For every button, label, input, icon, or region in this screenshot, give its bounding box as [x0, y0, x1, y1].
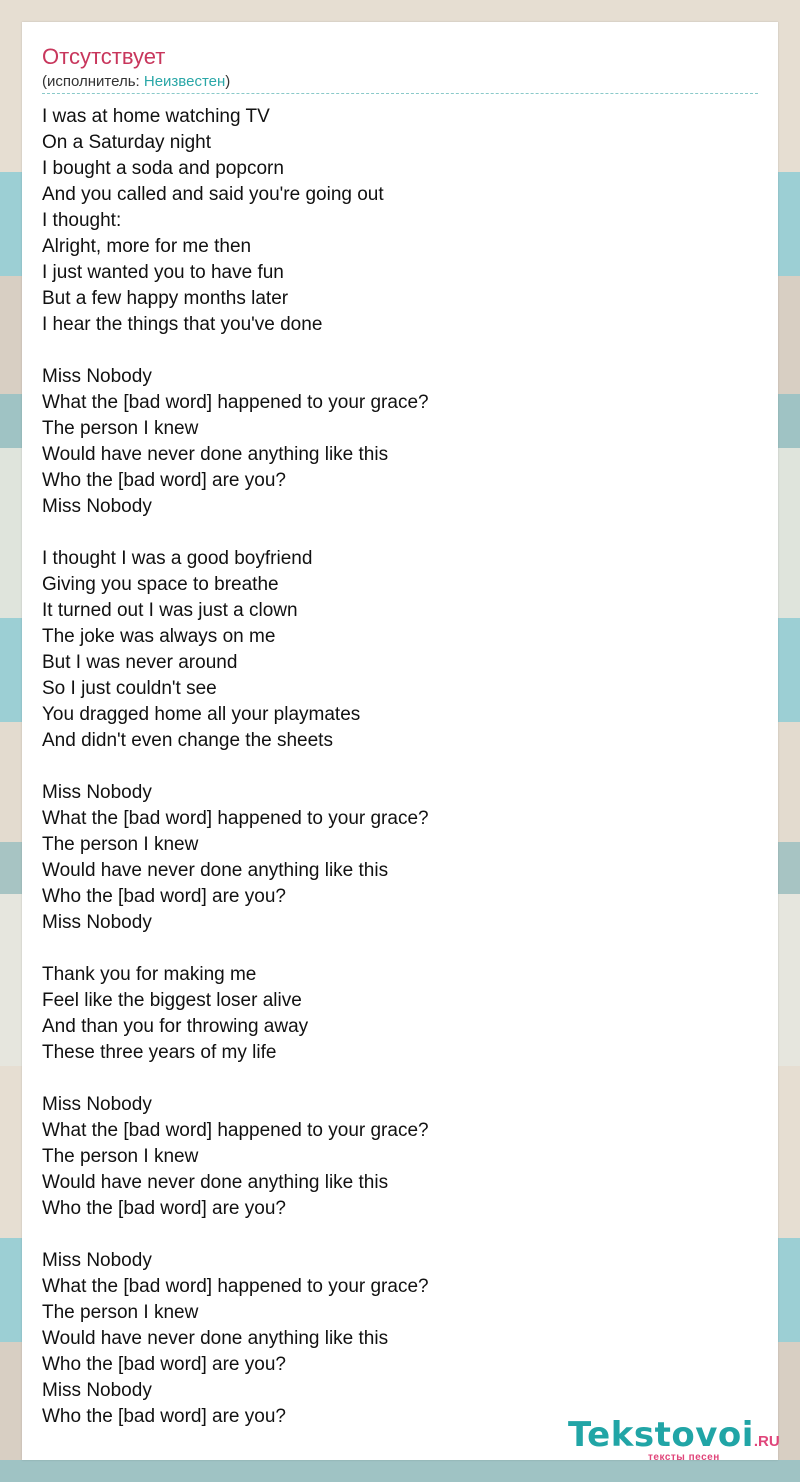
lyric-line: I just wanted you to have fun	[42, 262, 284, 283]
lyric-line: Would have never done anything like this	[42, 444, 389, 465]
lyric-line: Would have never done anything like this	[42, 1172, 389, 1193]
artist-prefix: (исполнитель:	[42, 73, 144, 90]
lyric-line: And you called and said you're going out	[42, 184, 384, 205]
lyric-line: I thought:	[42, 210, 122, 231]
lyric-line: Miss Nobody	[42, 496, 152, 517]
lyric-line: Would have never done anything like this	[42, 860, 389, 881]
lyric-line: Miss Nobody	[42, 1250, 152, 1271]
lyric-line: I bought a soda and popcorn	[42, 158, 284, 179]
lyric-line: What the [bad word] happened to your grace?	[42, 1276, 429, 1297]
lyric-line: On a Saturday night	[42, 132, 211, 153]
lyric-line: Giving you space to breathe	[42, 574, 279, 595]
lyric-line: The person I knew	[42, 834, 199, 855]
lyric-line: I was at home watching TV	[42, 106, 270, 127]
lyric-line: The joke was always on me	[42, 626, 276, 647]
lyric-line	[42, 1222, 742, 1248]
lyric-line: Would have never done anything like this	[42, 1328, 389, 1349]
lyric-line: And didn't even change the sheets	[42, 730, 333, 751]
logo-main-text: Tekstovoi	[568, 1415, 754, 1455]
lyric-line: Feel like the biggest loser alive	[42, 990, 302, 1011]
lyric-line: And than you for throwing away	[42, 1016, 309, 1037]
lyric-line: It turned out I was just a clown	[42, 600, 298, 621]
title-divider	[42, 93, 758, 94]
lyric-line: Miss Nobody	[42, 782, 152, 803]
lyric-line: But a few happy months later	[42, 288, 289, 309]
lyric-line: What the [bad word] happened to your grace?	[42, 808, 429, 829]
lyric-line: But I was never around	[42, 652, 238, 673]
lyric-line: Miss Nobody	[42, 1094, 152, 1115]
lyric-line: Alright, more for me then	[42, 236, 252, 257]
lyric-line: Who the [bad word] are you?	[42, 1406, 286, 1427]
lyric-line: These three years of my life	[42, 1042, 277, 1063]
lyric-line: I thought I was a good boyfriend	[42, 548, 313, 569]
lyric-line	[42, 520, 742, 546]
artist-link[interactable]: Неизвестен	[143, 73, 226, 90]
lyric-line: You dragged home all your playmates	[42, 704, 361, 725]
artist-line	[42, 73, 230, 91]
lyric-line: I hear the things that you've done	[42, 314, 323, 335]
lyric-line	[42, 754, 742, 780]
lyric-line	[42, 936, 742, 962]
lyric-line: Who the [bad word] are you?	[42, 886, 286, 907]
lyric-line	[42, 338, 742, 364]
lyric-line: The person I knew	[42, 418, 199, 439]
site-logo[interactable]	[568, 1415, 780, 1463]
lyric-line: Miss Nobody	[42, 912, 152, 933]
lyric-line	[42, 1066, 742, 1092]
lyric-line: What the [bad word] happened to your grace?	[42, 1120, 429, 1141]
lyric-line: Miss Nobody	[42, 1380, 152, 1401]
lyric-line: The person I knew	[42, 1146, 199, 1167]
lyric-line: Who the [bad word] are you?	[42, 470, 286, 491]
song-title: Отсутствует	[42, 44, 166, 69]
lyrics-card	[22, 22, 780, 1463]
lyric-line: Who the [bad word] are you?	[42, 1198, 286, 1219]
lyrics-text	[42, 104, 742, 1430]
logo-tagline: тексты песен	[648, 1452, 720, 1463]
lyric-line: Miss Nobody	[42, 366, 152, 387]
artist-suffix: )	[225, 73, 231, 90]
lyric-line: What the [bad word] happened to your grace?	[42, 392, 429, 413]
lyric-line: Who the [bad word] are you?	[42, 1354, 286, 1375]
logo-suffix-text: .RU	[753, 1433, 780, 1450]
lyric-line: So I just couldn't see	[42, 678, 217, 699]
lyric-line: The person I knew	[42, 1302, 199, 1323]
lyric-line: Thank you for making me	[42, 964, 257, 985]
